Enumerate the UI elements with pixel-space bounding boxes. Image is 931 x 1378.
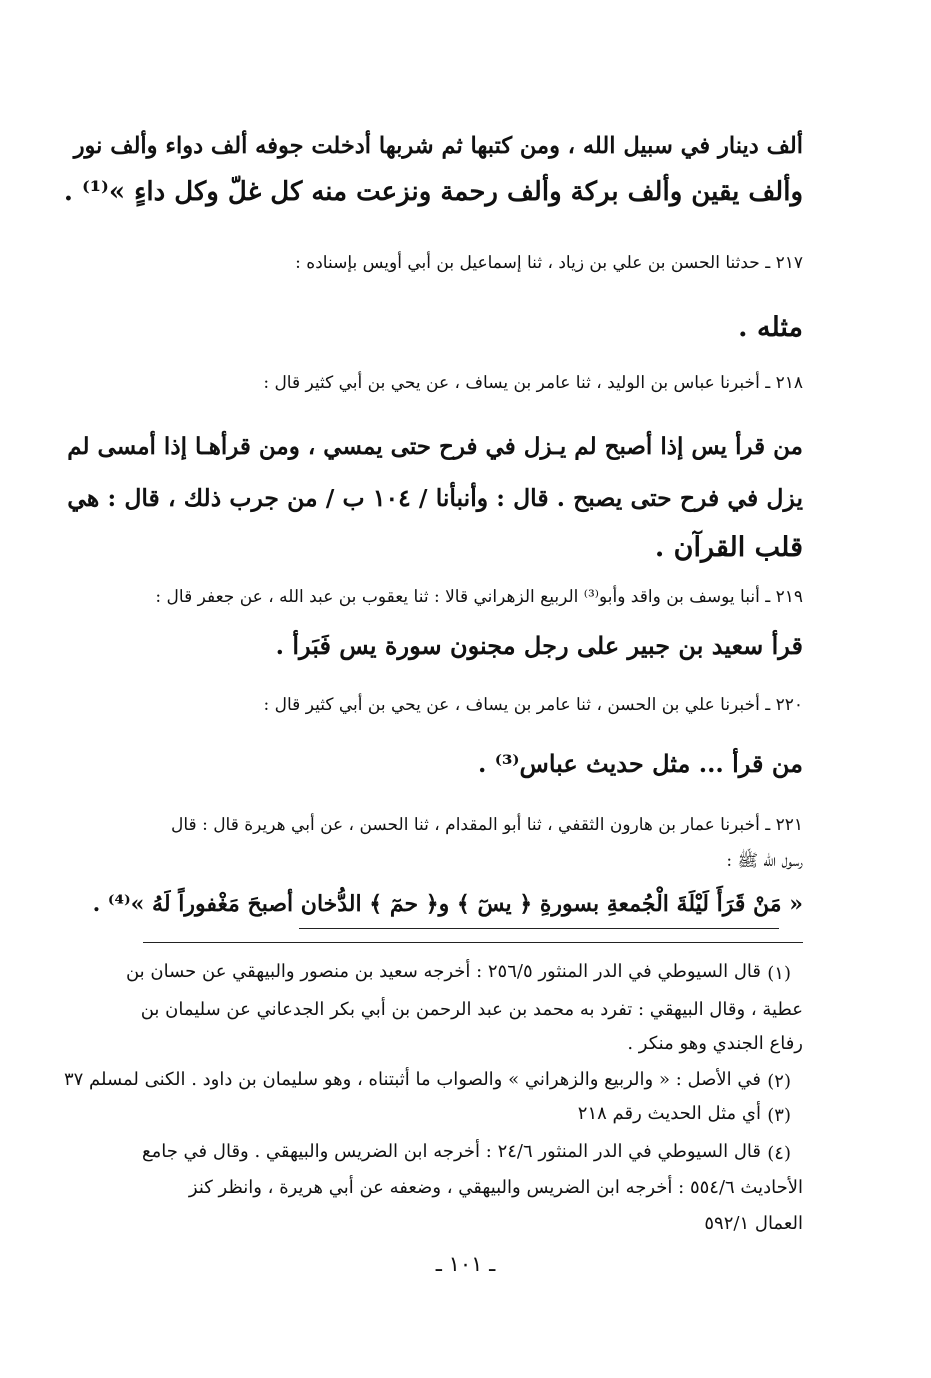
footnote-number: (٢) xyxy=(767,1071,791,1092)
footnote-line: قال السيوطي في الدر المنثور ٢٤/٦ : أخرجه ابن الضريس والبيهقي . وقال في جامع xyxy=(142,1141,761,1162)
hadith-221-isnad: رسول الله ﷺ : xyxy=(726,851,803,871)
hadith-221-isnad: ٢٢١ ـ أخبرنا عمار بن هارون الثقفي ، ثنا أبو المقدام ، ثنا الحسن ، عن أبي هريرة قال : قال xyxy=(171,815,803,835)
hadith-217-matn: مثله . xyxy=(738,312,803,343)
verse-underline xyxy=(299,928,779,929)
text-line: وألف يقين وألف بركة وألف رحمة ونزعت منه كل غلّ وكل داءٍ »⁽¹⁾ . xyxy=(63,177,803,207)
footnote-line: قال السيوطي في الدر المنثور ٢٥٦/٥ : أخرجه سعيد بن منصور والبيهقي عن حسان بن xyxy=(125,961,761,982)
footnote-line: رفاع الجندي وهو منكر . xyxy=(627,1033,803,1054)
hadith-219-matn: قرأ سعيد بن جبير على رجل مجنون سورة يس فَبَرأ . xyxy=(275,631,803,660)
footnote-line: العمال ٥٩٢/١ xyxy=(704,1213,803,1234)
hadith-218-matn-line: يزل في فرح حتى يصبح . قال : وأنبأنا / ١٠٤ ب / من جرب ذلك ، قال : هي xyxy=(67,484,803,512)
footnote-separator xyxy=(143,942,803,943)
hadith-218-matn-line: من قرأ يس إذا أصبح لم يـزل في فرح حتى يمسي ، ومن قرأهـا إذا أمسى لم xyxy=(67,433,803,460)
footnote-number: (٤) xyxy=(767,1143,791,1164)
hadith-220-isnad: ٢٢٠ ـ أخبرنا علي بن الحسن ، ثنا عامر بن يساف ، عن يحي بن أبي كثير قال : xyxy=(263,695,803,715)
footnote-number: (٣) xyxy=(767,1105,791,1126)
hadith-218-matn-line: قلب القرآن . xyxy=(654,532,803,563)
hadith-220-matn: من قرأ ... مثل حديث عباس⁽³⁾ . xyxy=(478,749,803,778)
footnote-line: في الأصل : « والربيع والزهراني » والصواب ما أثبتناه ، وهو سليمان بن داود . الكنى لمسلم ٣٧ xyxy=(63,1069,761,1090)
footnote-line: الأحاديث ٥٥٤/٦ : أخرجه ابن الضريس والبيهقي ، وضعفه عن أبي هريرة ، وانظر كنز xyxy=(188,1177,803,1198)
hadith-218-isnad: ٢١٨ ـ أخبرنا عباس بن الوليد ، ثنا عامر بن يساف ، عن يحي بن أبي كثير قال : xyxy=(263,373,803,393)
footnote-line: عطية ، وقال البيهقي : تفرد به محمد بن عبد الرحمن بن أبي بكر الجدعاني عن سليمان بن xyxy=(140,999,803,1020)
hadith-221-matn: « مَنْ قَرَأَ لَيْلَةَ الْجُمعةِ بسورةِ ﴿ يسٓ ﴾ و﴿ حمٓ ﴾ الدُّخان أصبحَ مَغْفوراً لَهُ »⁽⁴⁾ . xyxy=(92,891,803,917)
page-number: ـ ١٠١ ـ xyxy=(435,1252,496,1276)
hadith-219-isnad: ٢١٩ ـ أنبا يوسف بن واقد وأبو⁽³⁾ الربيع الزهراني قالا : ثنا يعقوب بن عبد الله ، عن جعفر قال : xyxy=(155,587,803,607)
text-line: ألف دينار في سبيل الله ، ومن كتبها ثم شربها أدخلت جوفه ألف دواء وألف نور xyxy=(73,133,803,159)
footnote-number: (١) xyxy=(767,963,791,984)
hadith-217-isnad: ٢١٧ ـ حدثنا الحسن بن علي بن زياد ، ثنا إسماعيل بن أبي أويس بإسناده : xyxy=(295,253,803,273)
footnote-line: أي مثل الحديث رقم ٢١٨ xyxy=(577,1103,761,1124)
